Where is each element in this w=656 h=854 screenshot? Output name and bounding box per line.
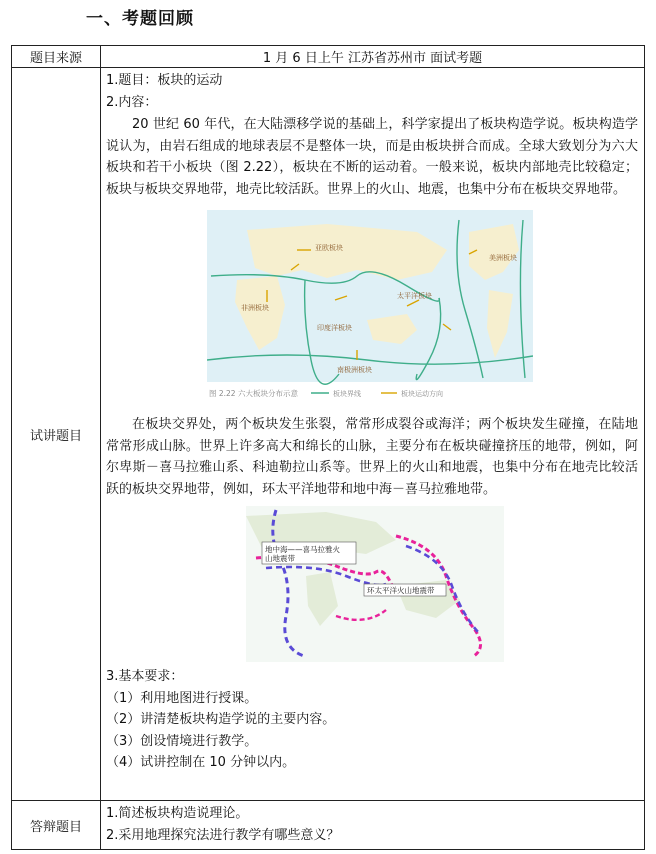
paragraph-1: 20 世纪 60 年代，在大陆漂移学说的基础上，科学家提出了板块构造学说。板块构造学说认为，由岩石组成的地球表层不是整体一块，而是由板块拼合而成。全球大致划分为六大板块和若干小板块（图 2.22），板块在不断的运动着。一般来说，板块内部地壳比较稳定；板块与板块交界地带，地壳比较活跃。世界上的火山、地震，也集中分布在板块交界地带。 (106, 117, 638, 197)
lecture-content (101, 68, 645, 801)
topic-line: 1.题目：板块的运动 (106, 73, 223, 88)
lecture-label: 试讲题目 (12, 68, 101, 801)
requirement-3: （3）创设情境进行教学。 (106, 733, 258, 749)
content-label: 2.内容： (106, 95, 158, 110)
source-label: 题目来源 (12, 46, 101, 68)
paragraph-2: 在板块交界处，两个板块发生张裂，常常形成裂谷或海洋；两个板块发生碰撞，在陆地常常形成山脉。世界上许多高大和绵长的山脉，主要分布在板块碰撞挤压的地带，例如，阿尔卑斯－喜马拉雅山系、科迪勒拉山系等。世界上的火山和地震，也集中分布在地壳比较活跃的板块交界地带，例如，环太平洋地带和地中海－喜马拉雅地带。 (106, 417, 638, 497)
defense-content (101, 801, 645, 850)
map2-label-a-line1: 地中海——喜马拉雅火 (265, 545, 340, 554)
requirement-4: （4）试讲控制在 10 分钟以内。 (106, 755, 296, 770)
map1-label-africa: 非洲板块 (241, 304, 269, 312)
source-row (12, 46, 645, 68)
exam-table (11, 45, 645, 850)
defense-label: 答辩题目 (12, 801, 101, 850)
map1-label-america: 美洲板块 (489, 254, 517, 262)
map1-label-eurasia: 亚欧板块 (315, 244, 343, 252)
defense-row (12, 801, 645, 850)
map2-label-b: 环太平洋火山地震带 (367, 586, 435, 595)
lecture-row (12, 68, 645, 801)
legend-arrow-label: 板块运动方向 (401, 390, 443, 398)
map2-label-a-line2: 山地震带 (265, 554, 295, 563)
requirements-title: 3.基本要求： (106, 669, 184, 684)
eurasia-land (247, 224, 447, 280)
source-value: 1 月 6 日上午 江苏省苏州市 面试考题 (101, 46, 645, 68)
requirement-2: （2）讲清楚板块构造学说的主要内容。 (106, 712, 336, 727)
section-title: 一、考题回顾 (86, 9, 194, 29)
map1-label-indian: 印度洋板块 (317, 324, 352, 332)
seismic-belt-map (246, 506, 504, 662)
defense-q1: 1.简述板块构造说理论。 (106, 806, 249, 821)
map1-caption: 图 2.22 六大板块分布示意 (209, 389, 298, 398)
map1-label-pacific: 太平洋板块 (397, 292, 432, 300)
defense-q2: 2.采用地理探究法进行教学有哪些意义？ (106, 828, 340, 843)
map1-label-antarctic: 南极洲板块 (337, 366, 372, 374)
legend-boundary-label: 板块界线 (333, 390, 361, 398)
plate-map (207, 210, 533, 406)
requirement-1: （1）利用地图进行授课。 (106, 690, 258, 706)
